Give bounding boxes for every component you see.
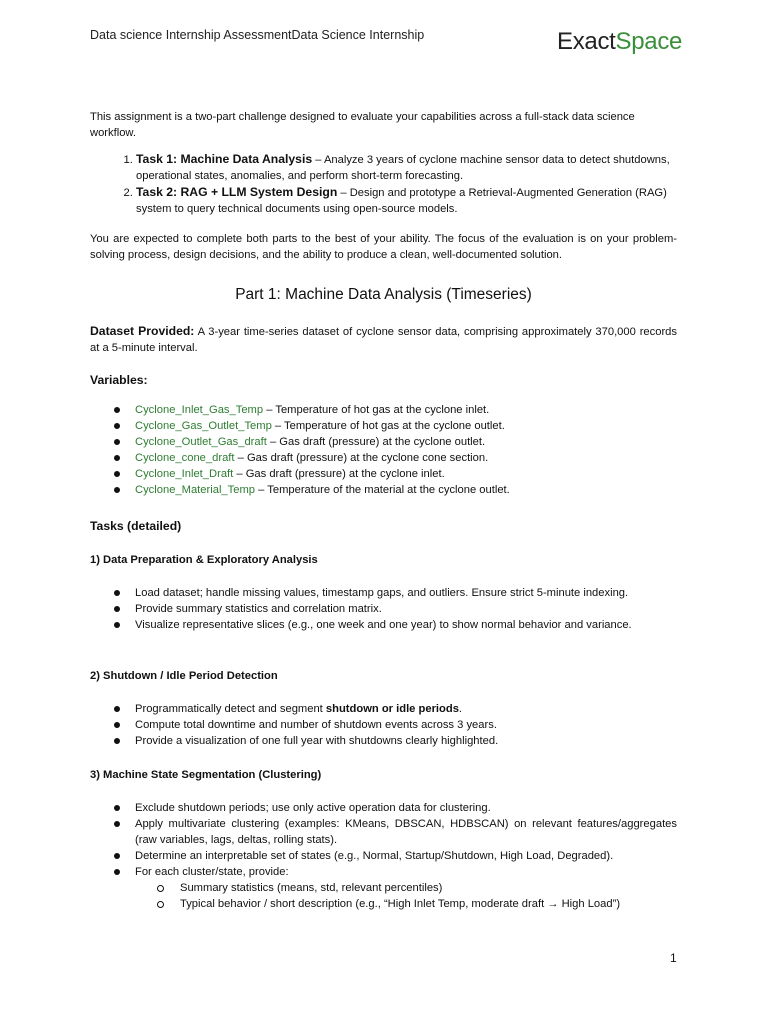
- bullet-icon: [114, 738, 120, 744]
- variable-name: Cyclone_Gas_Outlet_Temp: [135, 420, 272, 432]
- list-item: [90, 733, 677, 749]
- section3-heading: 3) Machine State Segmentation (Clustering): [90, 769, 322, 781]
- variable-item: [90, 466, 677, 482]
- list-item: [90, 864, 677, 880]
- sublist-item: [135, 880, 677, 896]
- header-title: Data science Internship AssessmentData Science Internship: [90, 28, 425, 42]
- dataset-text: A 3-year time-series dataset of cyclone sensor data, comprising approximately 370,000 records at a 5-minute interval.: [90, 326, 677, 354]
- list-item-text: Determine an interpretable set of states (e.g., Normal, Startup/Shutdown, High Load, Degraded).: [135, 850, 614, 862]
- section1-list: [90, 585, 677, 633]
- variable-item: [90, 482, 677, 498]
- list-item: [90, 800, 677, 816]
- variable-item: [90, 418, 677, 434]
- list-item: [90, 816, 677, 848]
- list-item: [90, 717, 677, 733]
- section3-list: [90, 800, 677, 880]
- list-item-text: Provide a visualization of one full year with shutdowns clearly highlighted.: [135, 735, 499, 747]
- logo-exact: Exact: [557, 28, 616, 55]
- variable-item: [90, 450, 677, 466]
- bullet-icon: [114, 706, 120, 712]
- variable-item: [90, 402, 677, 418]
- list-item-text: Exclude shutdown periods; use only active operation data for clustering.: [135, 802, 491, 814]
- task-title: Task 2: RAG + LLM System Design: [136, 185, 338, 199]
- bullet-icon: [114, 407, 120, 413]
- list-item: [90, 617, 677, 633]
- document-body: [90, 109, 677, 912]
- variables-heading: Variables:: [90, 373, 148, 387]
- variable-name: Cyclone_cone_draft: [135, 452, 235, 464]
- variable-item: [90, 434, 677, 450]
- page-number: 1: [670, 951, 677, 965]
- variable-desc: – Temperature of hot gas at the cyclone outlet.: [271, 420, 505, 432]
- list-item-text: Programmatically detect and segment: [135, 703, 326, 715]
- expectation-paragraph: You are expected to complete both parts to the best of your ability. The focus of the evaluation is on your problem-solving process, design decisions, and the ability to produce a clean, well-documented solution.: [90, 233, 677, 261]
- logo-space: Space: [615, 28, 683, 55]
- list-item-text: Visualize representative slices (e.g., one week and one year) to show normal behavior and variance.: [135, 619, 632, 631]
- section2-heading: 2) Shutdown / Idle Period Detection: [90, 670, 278, 682]
- bullet-icon: [114, 455, 120, 461]
- list-item-text: Load dataset; handle missing values, timestamp gaps, and outliers. Ensure strict 5-minute indexing.: [135, 587, 629, 599]
- bullet-icon: [114, 590, 120, 596]
- dataset-label: Dataset Provided:: [90, 324, 195, 338]
- list-item: [90, 701, 677, 717]
- list-item: [90, 601, 677, 617]
- bullet-icon: [114, 869, 120, 875]
- list-item-text-end: .: [458, 703, 463, 715]
- list-item: [90, 848, 677, 864]
- variable-name: Cyclone_Inlet_Draft: [135, 468, 234, 480]
- list-item-text: Compute total downtime and number of shutdown events across 3 years.: [135, 719, 497, 731]
- bullet-icon: [114, 853, 120, 859]
- task-desc: – Design and prototype a Retrieval-Augmented Generation (RAG) system to query technical documents using open-source models.: [136, 187, 667, 215]
- intro-paragraph: This assignment is a two-part challenge designed to evaluate your capabilities across a full-stack data science workflow.: [90, 111, 635, 139]
- dataset-paragraph: [90, 323, 677, 356]
- sublist-item-text: Summary statistics (means, std, relevant percentiles): [180, 882, 443, 894]
- list-item-text: Provide summary statistics and correlation matrix.: [135, 603, 382, 615]
- variable-desc: – Temperature of the material at the cyclone outlet.: [255, 484, 510, 496]
- bullet-icon: [114, 821, 120, 827]
- bullet-icon: [114, 606, 120, 612]
- section2-list: [90, 701, 677, 749]
- bullet-icon: [114, 439, 120, 445]
- task-list: [90, 151, 677, 217]
- bullet-icon: [114, 423, 120, 429]
- bullet-icon: [114, 487, 120, 493]
- list-item: [90, 585, 677, 601]
- circle-bullet-icon: [157, 901, 164, 908]
- list-item-bold: shutdown or idle periods: [325, 703, 459, 715]
- variable-name: Cyclone_Inlet_Gas_Temp: [135, 404, 264, 416]
- variable-desc: – Gas draft (pressure) at the cyclone cone section.: [234, 452, 489, 464]
- list-item-text: For each cluster/state, provide:: [135, 866, 289, 878]
- variable-name: Cyclone_Outlet_Gas_draft: [135, 436, 267, 448]
- bullet-icon: [114, 805, 120, 811]
- bullet-icon: [114, 471, 120, 477]
- variable-desc: – Temperature of hot gas at the cyclone inlet.: [263, 404, 490, 416]
- sublist-item-text: Typical behavior / short description (e.g., “High Inlet Temp, moderate draft → High Load”): [180, 898, 621, 910]
- task-desc: – Analyze 3 years of cyclone machine sensor data to detect shutdowns, operational states, anomalies, and perform short-term forecasting.: [136, 154, 670, 182]
- section1-heading: 1) Data Preparation & Exploratory Analysis: [90, 554, 318, 566]
- tasks-detailed-heading: Tasks (detailed): [90, 519, 182, 533]
- variable-desc: – Gas draft (pressure) at the cyclone inlet.: [233, 468, 445, 480]
- bullet-icon: [114, 722, 120, 728]
- task-title: Task 1: Machine Data Analysis: [136, 152, 313, 166]
- part1-heading: Part 1: Machine Data Analysis (Timeseries): [235, 286, 532, 303]
- variable-desc: – Gas draft (pressure) at the cyclone outlet.: [266, 436, 486, 448]
- section3-sublist: [90, 880, 677, 912]
- exactspace-logo: [557, 28, 682, 56]
- sublist-item: [135, 896, 677, 912]
- task-item: [136, 151, 677, 184]
- variables-list: [90, 402, 677, 498]
- variable-name: Cyclone_Material_Temp: [135, 484, 256, 496]
- bullet-icon: [114, 622, 120, 628]
- task-item: [136, 184, 677, 217]
- circle-bullet-icon: [157, 885, 164, 892]
- list-item-text: Apply multivariate clustering (examples: KMeans, DBSCAN, HDBSCAN) on relevant features/aggregates (raw variables, lags, deltas, rolling stats).: [135, 818, 677, 846]
